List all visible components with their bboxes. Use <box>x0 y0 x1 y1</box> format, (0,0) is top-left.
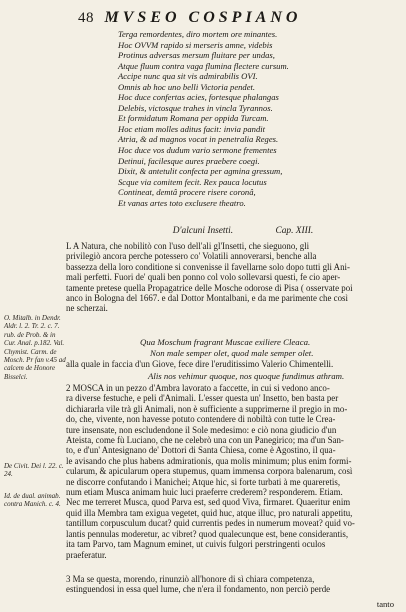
body_para3-line: dichiararla vile trà gli Animali, non è sufficiente a supprimerne il pregio in mo- <box>66 403 348 414</box>
chapter-heading <box>118 226 368 236</box>
body_para1-line: mali perfetti. Fuori de' quali ben ponno col volo sollevarsi questi, fe cio aper- <box>66 272 341 283</box>
poem-line: Et formidatum Romana per oppida Turcam. <box>118 113 269 124</box>
body_para3-line: do, che, vivente, non havesse potuto contendere di nobiltà con tutte le Crea- <box>66 414 336 425</box>
poem-line: Dixit, & antetulit confecta per agmina gressum, <box>118 166 283 177</box>
body_para1-line: anco in Bologna del 1667. e dal Dottor Montalbani, e da me parimente che così <box>66 293 348 304</box>
paragraph-1 <box>66 241 404 314</box>
body_para3-line: ita tam Parvo, tam Magnum eminet, ut cuivis fulgori perstringenti oculos <box>66 539 326 550</box>
poem-line: Hoc etiam molles aditus facit: invia pandit <box>118 123 266 134</box>
body_para3-line: ne discorre confutando i Manichei; Atque hic, si forte turbati à me quareretis, <box>66 476 341 487</box>
running-title: MVSEO COSPIANO <box>104 9 302 26</box>
body_para3-line: quid illa Membra tam exigua vegetet, quid huc, atque illuc, pro naturali appetitu, <box>66 507 353 518</box>
paragraph-2-line: alla quale in faccia d'un Giove, fece dire l'eruditissimo Valerio Chimentelli. <box>66 359 334 369</box>
poem-line: Scque via comitem fecit. Rex pauca locutus <box>118 176 267 187</box>
poem-line: Detinui, facilesque aures praebere coegi. <box>118 155 260 166</box>
page-header <box>0 6 406 28</box>
marginal-note-2: De Civit. Dei l. 22. c. 24. <box>4 462 64 479</box>
body_para1-line: privilegiò ancora perche potessero co' Volatili annoverarsi, benche alla <box>66 251 317 262</box>
body_para4-line: 3 Ma se questa, morendo, rinunziò all'honore di sì chiara competenza, <box>66 574 315 584</box>
body_para3-line: num etiam Musca animam huic luci praeferre crederem? responderem. Etiam. <box>66 487 343 498</box>
quote-1-line-2: Non male semper olet, quod male semper olet. <box>150 348 314 358</box>
paragraph-3 <box>66 383 404 560</box>
body_para3-line: ture insensate, non escludendone il Sole medesimo: e ciò nona giudicio d'un <box>66 424 337 435</box>
poem-line: Omnis ab hoc uno belli Victoria pendet. <box>118 81 256 92</box>
poem-line: Accipe nunc qua sit vis admirabilis OVI. <box>118 71 258 82</box>
latin-poem <box>118 29 402 208</box>
body_para3-line: Nec me terreret Musca, quod Parva est, sed quod Viva, firmaret. Quaeritur enim <box>66 497 351 508</box>
chapter-title: D'alcuni Insetti. <box>172 226 234 236</box>
poem-line: Atria, & ad magnos vocat in penetralia Reges. <box>118 134 279 145</box>
body_para3-line: praeferatur. <box>66 549 107 560</box>
poem-line: Hoc OVVM rapido si merseris amne, videbis <box>118 39 273 50</box>
paragraph-2 <box>66 359 404 369</box>
poem-line: Hoc duce vos dudum vario sermone frementes <box>118 145 277 156</box>
page-number: 48 <box>78 10 94 26</box>
catchword: tanto <box>376 599 394 609</box>
marginal-note-3: Id. de dual. animab. contra Manich. c. 4. <box>4 492 61 509</box>
body_para3-line: 2 MOSCA in un pezzo d'Ambra lavorato a faccette, in cui si vedono anco- <box>66 383 330 393</box>
body_para3-line: tantillum corpusculum ducat? quid currentis pedes in numerum moveat? quid vo- <box>66 518 355 529</box>
body_para3-line: Ateista, come fù Luciano, che ne celebrò una con un Panegirico; ma d'un San- <box>66 435 344 446</box>
paragraph-4 <box>66 574 404 595</box>
poem-line: Atque fluum contra vaga flumina flectere cursum. <box>118 60 289 71</box>
body_para3-line: cularum, & apicularum opera stupemus, quam immensa corpora balenarum, così <box>66 466 353 477</box>
chapter-number: Cap. XIII. <box>275 226 314 236</box>
poem-line: Terga remordentes, diro mortem ore minantes. <box>118 29 278 39</box>
body_para1-line: bassezza della loro conditione si convenisse il favellarne solo dopo tutti gli Ani- <box>66 261 350 272</box>
poem-line: Contineat, demtâ procere risere coronâ, <box>118 187 256 198</box>
body_para4-line: estinguendosi in essa quel lume, che n'era il fondamento, non perciò perde <box>66 584 331 595</box>
body_para1-line: L A Natura, che nobilitò con l'uso dell'ali gl'Insetti, che sieguono, gli <box>66 241 310 251</box>
poem-line: Protinus adversas mersum fluitare per undas, <box>118 50 275 61</box>
body_para3-line: lantis pennulas moderetur, ac vibret? quod qualecunque est, bene considerantis, <box>66 528 349 539</box>
body_para1-line: tamente pretese quella Propagatrice delle Mosche odorose di Pisa ( osservate poi <box>66 282 353 293</box>
body_para3-line: ra diverse festuche, e peli d'Animali. L'esser questa un' Insetto, ben basta per <box>66 393 339 404</box>
body_para3-line: to, e d'un' Antesignano de' Dottori di Santa Chiesa, come è Agostino, il qua- <box>66 445 336 456</box>
quote-1-line-1: Qua Moschum fragrant Muscae exiliere Cleaca. <box>140 337 311 347</box>
poem-line: Delebis, victosque trahes in vincla Tyrannos. <box>118 102 273 113</box>
poem-line: Et vanas artes toto exclusere theatro. <box>118 197 246 208</box>
quote-2: Alis nos vehimur quoque, nos quoque fundimus athram. <box>148 371 345 381</box>
marginal-note-1: O. Mitalb. in Dendr. Aldr. l. 2. Tr. 2. c. 7. rub. de Prob. & in Cur. Anal. p.182. Val. Chymist. Carm. de Mosch. Pr fan v.45 ad calcem de Honore Bisselci. <box>4 314 66 381</box>
body_para3-line: le avisando che plus habens admirationis, qua molis minimum; plus enim formi- <box>66 455 352 466</box>
body_para1-line: ne scherzai. <box>66 303 108 314</box>
poem-line: Hoc duce confertas acies, fortesque phalangas <box>118 92 279 103</box>
